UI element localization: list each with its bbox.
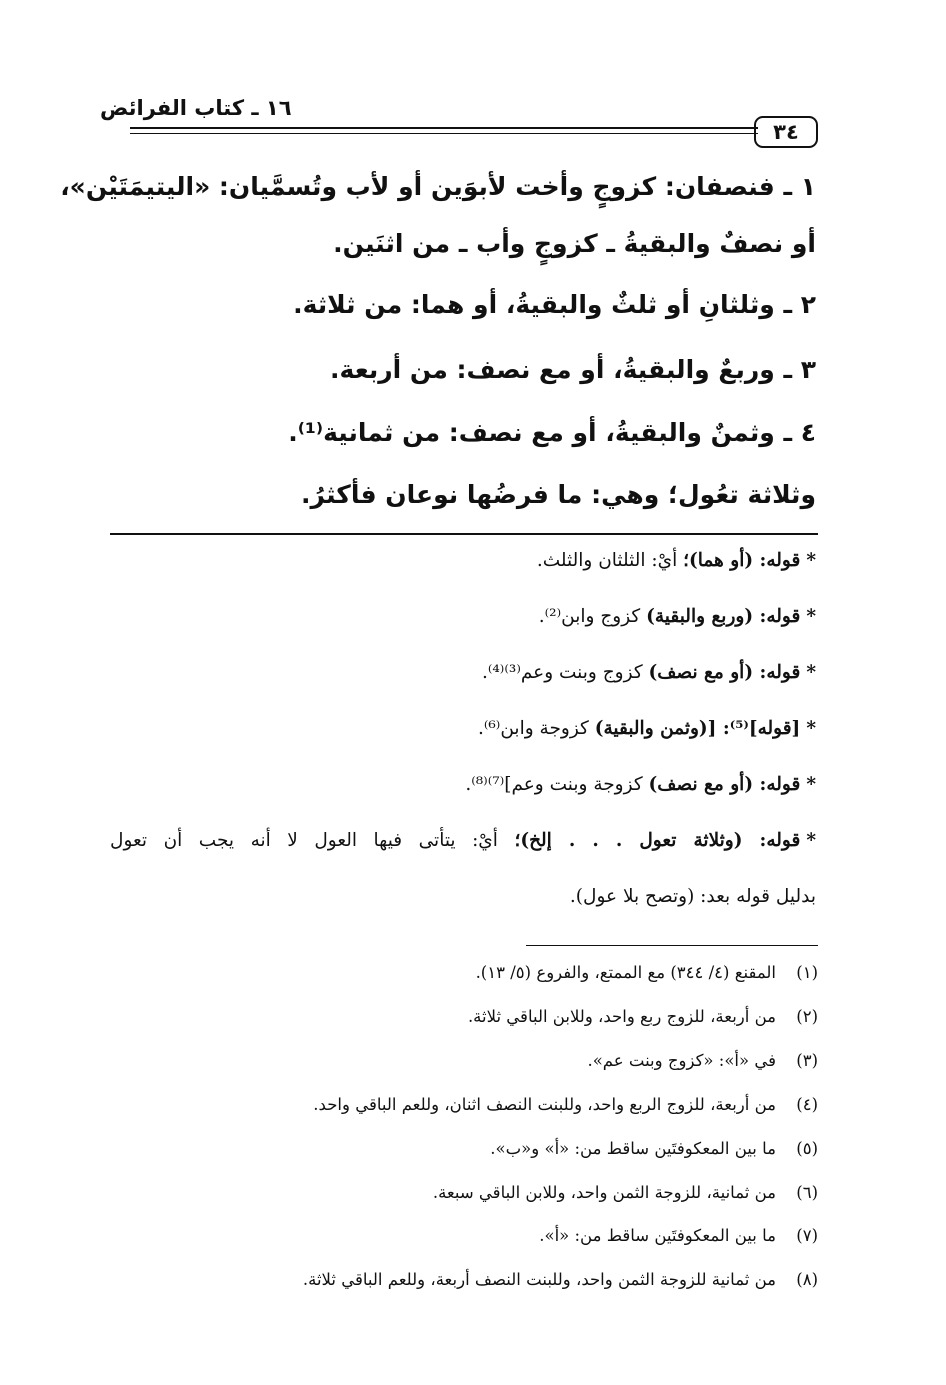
footnote [490,1139,818,1158]
footnote-number: (٧) [796,1226,818,1245]
footnote-text: من ثمانية، للزوجة الثمن واحد، وللابن الباقي سبعة. [432,1183,776,1202]
footnote-text: ما بين المعكوفتَين ساقط من: «أ» و«ب». [490,1139,776,1158]
commentary-line [539,606,816,627]
footnote-number: (٦) [796,1183,818,1202]
commentary-quote: [قوله]⁽⁵⁾: [(وثمن والبقية) [594,718,801,739]
bullet-star-icon: * [806,774,816,795]
chapter-title: ١٦ ـ كتاب الفرائض [100,96,292,120]
footnote-text: المقنع (٤/ ٣٤٤) مع الممتع، والفروع (٥/ ١٣). [475,963,776,982]
commentary-explanation: أيْ: الثلثان والثلث. [536,550,684,571]
commentary-explanation: أيْ: يتأتى فيها العول لا أنه يجب أن تعول [110,830,515,851]
footnote-text: من أربعة، للزوج الربع واحد، وللبنت النصف اثنان، وللعم الباقي واحد. [313,1095,776,1114]
bullet-star-icon: * [806,606,816,627]
footnote-divider [526,945,818,946]
footnote-text: ما بين المعكوفتَين ساقط من: «أ». [539,1226,776,1245]
main-text-line: ٤ ـ وثمنٌ والبقيةُ، أو مع نصف: من ثمانية⁽¹⁾. [288,418,816,447]
commentary-line [465,774,816,795]
footnote [313,1095,818,1114]
main-text-line: ٢ ـ وثلثانِ أو ثلثٌ والبقيةُ، أو هما: من ثلاثة. [293,290,816,319]
footnote-number: (٨) [796,1270,818,1289]
commentary-quote: قوله: (وربع والبقية) [646,606,801,627]
header-rule [130,127,758,129]
footnote-number: (٥) [796,1139,818,1158]
footnote-text: من أربعة، للزوج ربع واحد، وللابن الباقي ثلاثة. [467,1007,776,1026]
commentary-line [570,886,816,907]
footnote [539,1226,818,1245]
bullet-star-icon: * [806,830,816,851]
footnote [303,1270,818,1289]
footnote-number: (٢) [796,1007,818,1026]
commentary-quote: قوله: (أو هما)؛ [683,550,801,571]
commentary-line [478,718,816,739]
commentary-explanation: كزوجة وبنت وعم]⁽⁷⁾⁽⁸⁾. [465,774,649,795]
main-text-line: وثلاثة تعُول؛ وهي: ما فرضُها نوعان فأكثرُ. [301,480,816,509]
main-text-line: أو نصفٌ والبقيةُ ـ كزوجٍ وأب ـ من اثنَين. [333,229,816,258]
commentary-line [110,830,816,851]
commentary-quote: قوله: (أو مع نصف) [648,774,801,795]
main-text-line: ٣ ـ وربعٌ والبقيةُ، أو مع نصف: من أربعة. [330,355,816,384]
commentary-explanation: كزوج وابن⁽²⁾. [538,606,647,627]
commentary-quote: قوله: (أو مع نصف) [648,662,801,683]
section-divider [110,533,818,535]
footnote [476,963,818,982]
commentary-line [482,662,816,683]
footnote-number: (٣) [796,1051,818,1070]
footnote [433,1183,818,1202]
commentary-explanation: كزوجة وابن⁽⁶⁾. [477,718,595,739]
header-rule-thin [130,133,758,134]
bullet-star-icon: * [806,718,816,739]
commentary-line [537,550,816,571]
bullet-star-icon: * [806,550,816,571]
bullet-star-icon: * [806,662,816,683]
footnote-number: (٤) [796,1095,818,1114]
footnote [587,1051,818,1070]
commentary-quote: قوله: (وثلاثة تعول . . . إلخ)؛ [514,830,801,851]
footnote-text: في «أ»: «كزوج وبنت عم». [587,1051,776,1070]
footnote-number: (١) [796,963,818,982]
commentary-explanation: بدليل قوله بعد: (وتصح بلا عول). [569,886,816,907]
footnote-text: من ثمانية للزوجة الثمن واحد، وللبنت النصف أربعة، وللعم الباقي ثلاثة. [302,1270,776,1289]
page-number: ٣٤ [754,116,818,148]
commentary-explanation: كزوج وبنت وعم⁽³⁾⁽⁴⁾. [481,662,649,683]
footnote [468,1007,818,1026]
main-text-line: ١ ـ فنصفان: كزوجٍ وأخت لأبوَين أو لأب وتُسمَّيان: «اليتيمَتَيْن»، [60,172,816,201]
